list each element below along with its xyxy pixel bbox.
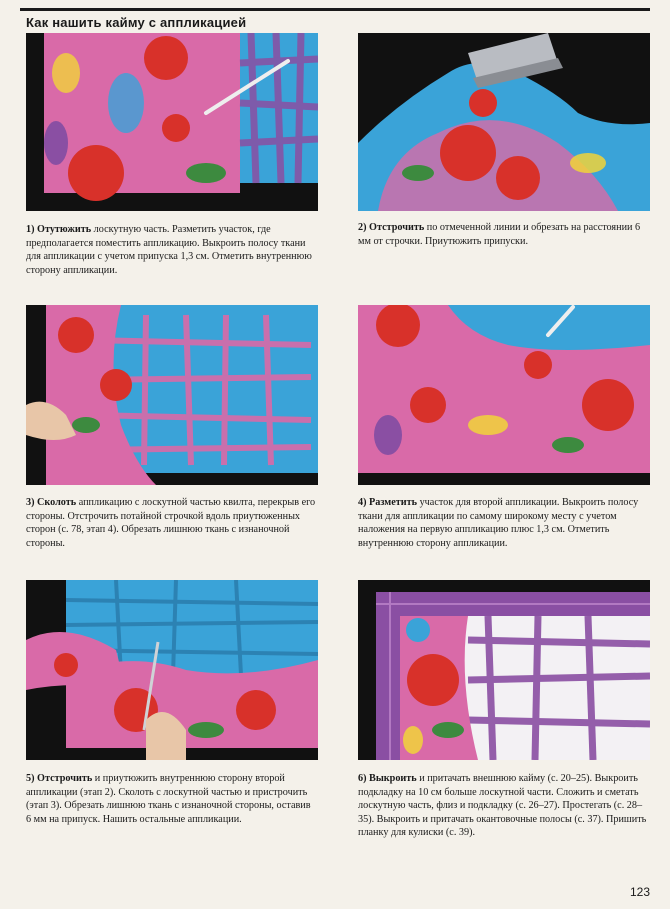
step-4-caption: [358, 496, 650, 550]
step-2-caption: [358, 221, 650, 248]
step-1-photo: [26, 33, 318, 211]
step-3-text: аппликацию с лоскутной частью квилта, перекрыв его стороны. Отстрочить потайной строчкой вдоль приутюженных сторон (с. 78, этап 4). Обрезать лишнюю ткань с изнаночной стороны.: [26, 497, 316, 549]
step-1-label: 1) Отутюжить: [26, 224, 92, 235]
step-3-caption: [26, 496, 318, 550]
step-4-label: 4) Разметить: [358, 497, 418, 508]
page-header: [20, 8, 650, 32]
step-4-text: участок для второй аппликации. Выкроить полосу ткани для аппликации по самому широкому месту с учетом наложения на первую аппликацию плюс 1,3 см. Отметить внутреннюю сторону аппликации.: [358, 497, 639, 549]
step-6-photo: [358, 580, 650, 760]
step-3-photo: [26, 305, 318, 485]
step-1-caption: [26, 223, 318, 277]
step-2-text: по отмеченной линии и обрезать на расстоянии 6 мм от строчки. Приутюжить припуски.: [358, 222, 641, 247]
page-title: Как нашить кайму с аппликацией: [26, 15, 247, 30]
step-6-caption: [358, 772, 650, 840]
step-4-photo: [358, 305, 650, 485]
header-rule: [20, 8, 650, 11]
step-5-photo: [26, 580, 318, 760]
step-2-photo: [358, 33, 650, 211]
page-number: 123: [629, 885, 650, 899]
step-6-text: и притачать внешнюю кайму (с. 20–25). Выкроить подкладку на 10 см больше лоскутной части. Сложить и сметать лоскутную часть, флиз и подкладку (с. 26–27). Простегать (с. 28–35). Выкроить и притачать окантовочные полосы (с. 37). Пришить планку для кулиски (с. 39).: [358, 773, 647, 839]
step-5-text: и приутюжить внутреннюю сторону второй аппликации (этап 2). Сколоть с лоскутной частью и пристрочить (этап 3). Обрезать лишнюю ткань с изнаночной стороны, оставив 6 мм на припуск. Нашить остальные аппликации.: [26, 773, 311, 825]
step-5-caption: [26, 772, 318, 826]
step-6-label: 6) Выкроить: [358, 773, 417, 784]
step-2-label: 2) Отстрочить: [358, 222, 425, 233]
step-5-label: 5) Отстрочить: [26, 773, 93, 784]
step-3-label: 3) Сколоть: [26, 497, 77, 508]
step-1-text: лоскутную часть. Разметить участок, где предполагается поместить аппликацию. Выкроить полосу ткани для аппликации с учетом припуска 1,3 см. Отметить внутреннюю сторону аппликации.: [26, 224, 312, 276]
